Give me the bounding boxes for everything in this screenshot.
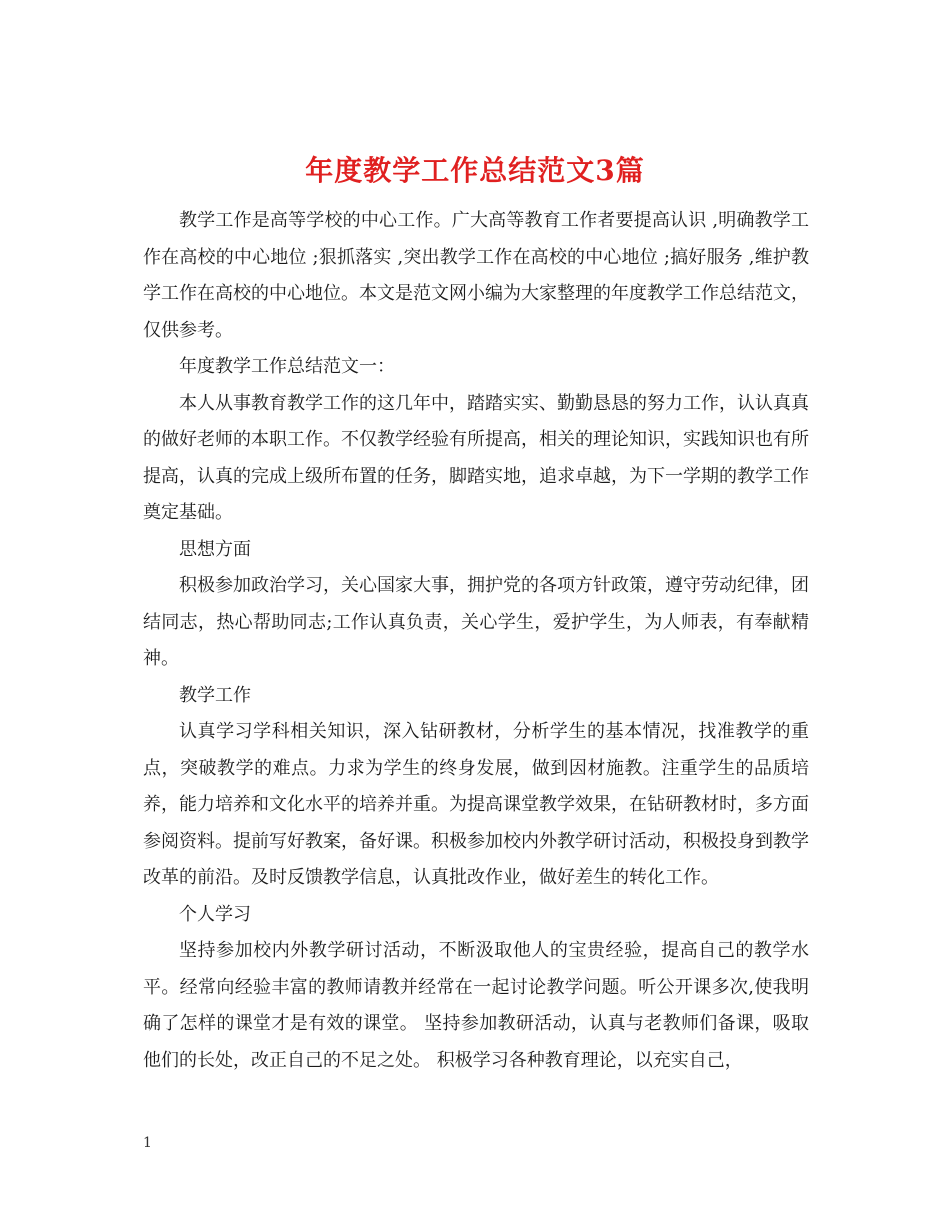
body-paragraph: 坚持参加校内外教学研讨活动，不断汲取他人的宝贵经验，提高自己的教学水平。经常向经验丰富的教师请教并经常在一起讨论教学问题。听公开课多次,使我明确了怎样的课堂才是有效的课堂。 坚持参加教研活动，认真与老教师们备课，吸取他们的长处，改正自己的不足之处。 积极学习各种教育理论，以充实自己， [143,940,809,1071]
document-title: 年度教学工作总结范文3篇 [305,153,645,187]
body-paragraph: 认真学习学科相关知识，深入钻研教材，分析学生的基本情况，找准教学的重点，突破教学的难点。力求为学生的终身发展，做到因材施教。注重学生的品质培养，能力培养和文化水平的培养并重。为提高课堂教学效果，在钻研教材时，多方面参阅资料。提前写好教案，备好课。积极参加校内外教学研讨活动，积极投身到教学改革的前沿。及时反馈教学信息，认真批改作业，做好差生的转化工作。 [143,721,809,888]
body-paragraph: 本人从事教育教学工作的这几年中，踏踏实实、勤勤恳恳的努力工作，认认真真的做好老师的本职工作。不仅教学经验有所提高，相关的理论知识，实践知识也有所提高，认真的完成上级所布置的任务，脚踏实地，追求卓越，为下一学期的教学工作奠定基础。 [143,392,809,523]
page-number: 1 [143,1135,152,1151]
section-heading-personal-study: 个人学习 [179,903,251,925]
body-paragraph: 积极参加政治学习，关心国家大事，拥护党的各项方针政策，遵守劳动纪律，团结同志，热心帮助同志;工作认真负责，关心学生，爱护学生，为人师表，有奉献精神。 [143,575,809,669]
intro-paragraph: 教学工作是高等学校的中心工作。广大高等教育工作者要提高认识 ,明确教学工作在高校的中心地位 ;狠抓落实 ,突出教学工作在高校的中心地位 ;搞好服务 ,维护教学工作在高校的中心地位。本文是范文网小编为大家整理的年度教学工作总结范文，仅供参考。 [143,210,809,341]
section-heading-ideology: 思想方面 [179,538,251,560]
section-heading-sample-one: 年度教学工作总结范文一： [179,356,395,377]
section-heading-teaching: 教学工作 [179,684,251,706]
document-body [143,203,809,1079]
